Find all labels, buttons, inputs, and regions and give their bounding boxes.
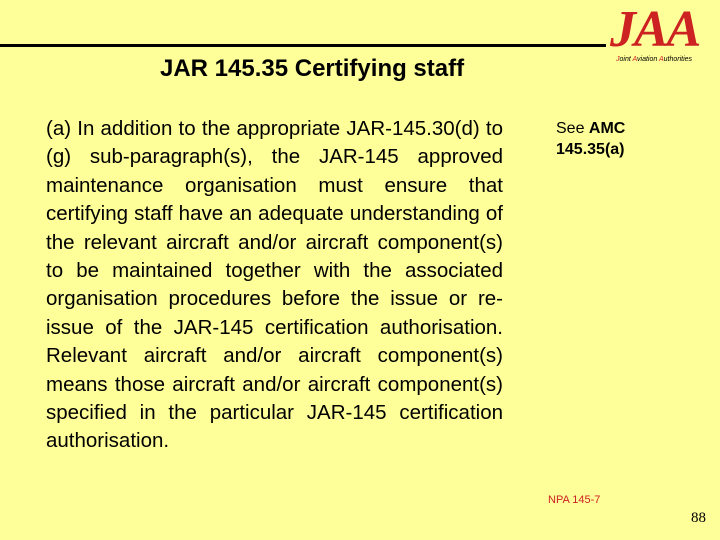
header-rule	[0, 44, 606, 47]
logo-mark: JAA	[610, 1, 700, 58]
logo-subtitle: Joint Aviation Authorities	[616, 56, 693, 63]
body-paragraph: (a) In addition to the appropriate JAR-145.30(d) to (g) sub-paragraph(s), the JAR-145 approved maintenance organisation must ensure that certifying staff have an adequate understanding of the relevant aircraft and/or aircraft component(s) to be maintained together with the associated organisation procedures before the issue or re-issue of the JAR-145 certification authorisation. Relevant aircraft and/or aircraft component(s) means those aircraft and/or aircraft component(s) specified in the particular JAR-145 certification authorisation.	[46, 117, 503, 453]
side-reference-amc: AMC	[588, 120, 626, 137]
npa-label: NPA 145-7	[548, 494, 601, 506]
page-title: JAR 145.35 Certifying staff	[160, 55, 465, 82]
side-reference-number: 145.35(a)	[556, 141, 625, 158]
side-reference	[556, 118, 666, 160]
page-number: 88	[691, 510, 706, 526]
jaa-logo	[606, 1, 716, 70]
side-reference-prefix: See	[556, 120, 589, 137]
